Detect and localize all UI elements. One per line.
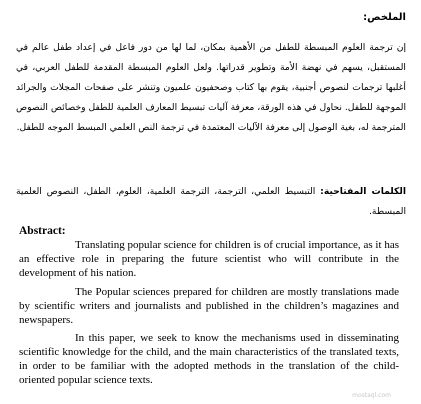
arabic-keywords-text: التبسيط العلمي، الترجمة، الترجمة العلمية، العلوم، الطفل، النصوص العلمية المبسطة. — [16, 186, 406, 217]
arabic-keywords-label: الكلمات المفتاحية: — [320, 186, 406, 197]
arabic-keywords — [16, 182, 406, 222]
arabic-abstract-body: إن ترجمة العلوم المبسطة للطفل من الأهمية بمكان، لما لها من دور فاعل في إعداد طفل عالم في المستقبل، يسهم في نهضة الأمة وتطوير قدراتها. ولعل العلوم المبسطة المقدمة للطفل العربي، في أغلبها ترجمات لنصوص أجنبية، يقوم بها كتاب وصحفيون علميون وتنشر على صفحات المجلات والجرائد الموجهة للطفل. نحاول في هذه الورقة، معرفة آليات تبسيط المعارف العلمية للطفل وخصائص النصوص المترجمة له، بغية الوصول إلى معرفة الآليات المعتمدة في ترجمة النص العلمي المبسط الموجه للطفل. — [16, 42, 406, 133]
english-abstract-heading: Abstract: — [19, 225, 66, 237]
english-abstract-paragraph-3: In this paper, we seek to know the mechanisms used in disseminating scientific knowledge for the child, and the main characteristics of the translated texts, in order to be familiar with the adopted methods in the translation of the child-oriented popular science texts. — [19, 332, 399, 386]
english-abstract-paragraph-1: Translating popular science for children is of crucial importance, as it has an effective role in preparing the future scientist who will contribute in the development of his nation. — [19, 239, 399, 279]
arabic-abstract-heading: الملخص: — [363, 12, 406, 23]
english-abstract-paragraph-2: The Popular sciences prepared for children are mostly translations made by scientific writers and journalists and published in the children’s magazines and newspapers. — [19, 286, 399, 326]
watermark: mostaql.com — [352, 392, 391, 399]
